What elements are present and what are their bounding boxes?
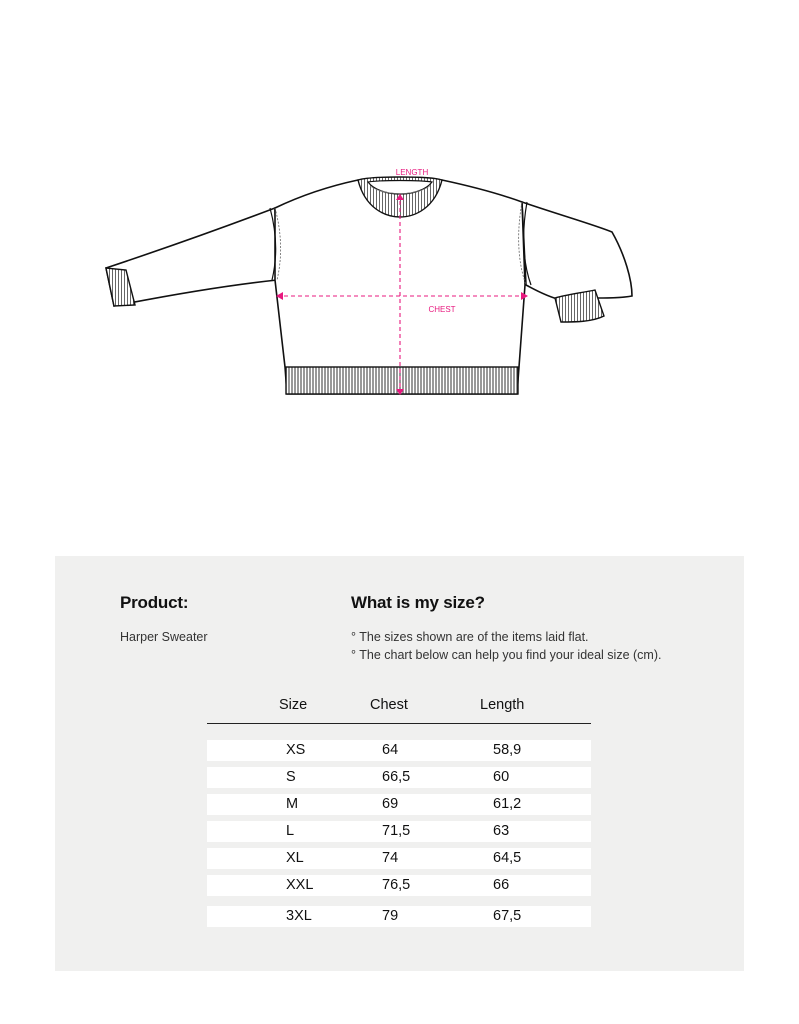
product-name: Harper Sweater — [120, 630, 208, 644]
table-row — [207, 875, 591, 896]
cell-length: 60 — [493, 769, 510, 785]
cell-size: M — [286, 796, 299, 812]
cell-length: 66 — [493, 877, 510, 893]
table-row — [207, 794, 591, 815]
cell-size: XS — [286, 742, 306, 758]
cell-chest: 69 — [382, 796, 399, 812]
size-info-panel — [55, 556, 744, 971]
cell-size: XXL — [286, 877, 314, 893]
product-heading: Product: — [120, 593, 189, 612]
size-note-1: ° The sizes shown are of the items laid flat. — [351, 630, 589, 644]
cell-chest: 71,5 — [382, 823, 411, 839]
cell-chest: 79 — [382, 908, 399, 924]
table-row — [207, 821, 591, 842]
cell-size: XL — [286, 850, 304, 866]
table-row — [207, 906, 591, 927]
cell-length: 61,2 — [493, 796, 522, 812]
cell-chest: 66,5 — [382, 769, 411, 785]
sweater-flat-sketch — [0, 150, 799, 410]
size-heading: What is my size? — [351, 593, 485, 612]
cell-size: L — [286, 823, 295, 839]
column-header-size: Size — [279, 697, 308, 713]
cell-length: 63 — [493, 823, 510, 839]
cell-length: 67,5 — [493, 908, 522, 924]
column-header-chest: Chest — [370, 697, 408, 713]
cell-chest: 74 — [382, 850, 399, 866]
right-sleeve — [522, 202, 632, 300]
cell-size: S — [286, 769, 296, 785]
cell-length: 58,9 — [493, 742, 522, 758]
column-header-length: Length — [480, 697, 525, 713]
cell-chest: 76,5 — [382, 877, 411, 893]
chest-label: CHEST — [428, 305, 456, 314]
length-label: LENGTH — [395, 168, 429, 177]
cell-length: 64,5 — [493, 850, 522, 866]
table-row — [207, 848, 591, 869]
header-divider — [207, 723, 591, 724]
cell-size: 3XL — [286, 908, 312, 924]
table-row — [207, 740, 591, 761]
size-note-2: ° The chart below can help you find your ideal size (cm). — [351, 648, 662, 662]
table-row — [207, 767, 591, 788]
cell-chest: 64 — [382, 742, 399, 758]
